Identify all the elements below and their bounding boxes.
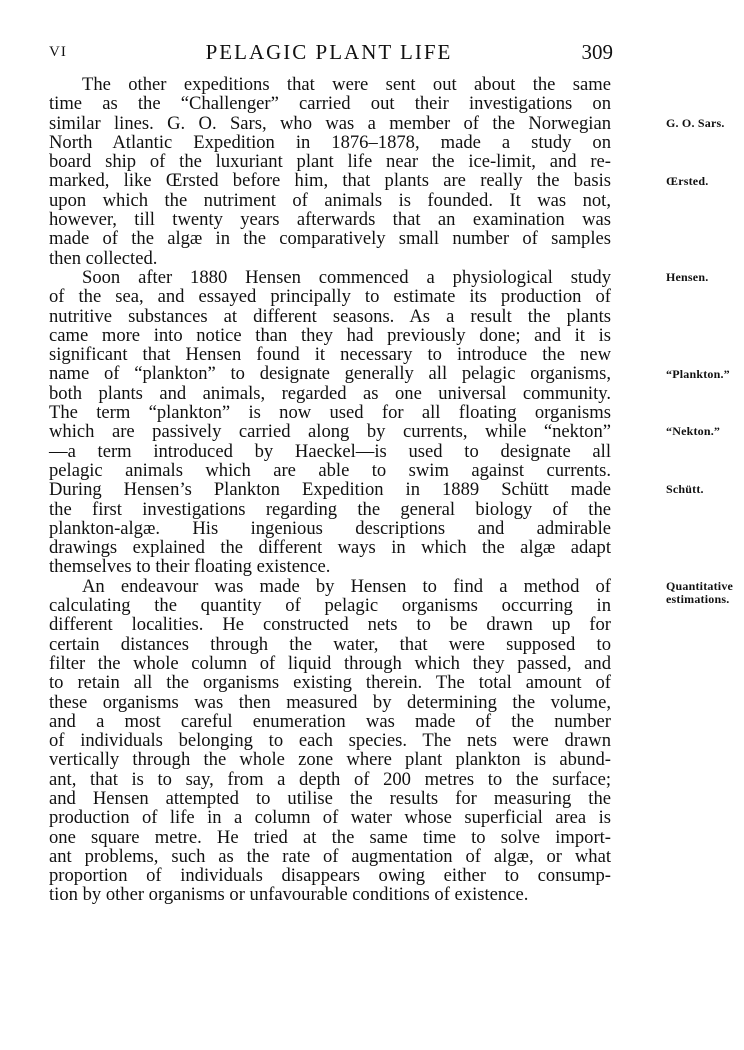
text-line: one square metre. He tried at the same time to solve import- xyxy=(49,826,611,848)
margin-note: Œrsted. xyxy=(666,173,709,188)
margin-note: estimations. xyxy=(666,592,730,607)
text-line: and Hensen attempted to utilise the results for measuring the xyxy=(49,787,611,809)
text-line: certain distances through the water, that were supposed to xyxy=(49,633,611,655)
text-line: name of “plankton” to designate generally all pelagic organisms, xyxy=(49,363,611,385)
margin-note: “Plankton.” xyxy=(666,366,730,381)
text-line: and a most careful enumeration was made of the number xyxy=(49,710,611,732)
text-line: plankton-algæ. His ingenious descriptions and admirable xyxy=(49,517,611,539)
text-line: ant problems, such as the rate of augmentation of algæ, or what xyxy=(49,845,611,867)
text-line: significant that Hensen found it necessary to introduce the new xyxy=(49,344,611,366)
running-header xyxy=(49,40,613,68)
text-line: different localities. He constructed nets to be drawn up for xyxy=(49,614,611,636)
text-line: The other expeditions that were sent out about the same xyxy=(82,74,611,95)
text-line: production of life in a column of water whose superficial area is xyxy=(49,807,611,829)
text-line: of individuals belonging to each species. The nets were drawn xyxy=(49,730,611,752)
text-line: which are passively carried along by currents, while “nekton” xyxy=(49,421,611,443)
text-line: The term “plankton” is now used for all floating organisms xyxy=(49,402,611,424)
text-line: —a term introduced by Haeckel—is used to designate all xyxy=(49,440,611,462)
text-line: then collected. xyxy=(49,247,158,269)
text-line: board ship of the luxuriant plant life near the ice-limit, and re- xyxy=(49,151,611,173)
text-line: of the sea, and essayed principally to estimate its production of xyxy=(49,286,611,308)
text-line: Soon after 1880 Hensen commenced a physiological study xyxy=(82,266,611,288)
text-line: time as the “Challenger” carried out their investigations on xyxy=(49,93,611,115)
text-line: both plants and animals, regarded as one universal community. xyxy=(49,382,611,404)
text-line: came more into notice than they had previously done; and it is xyxy=(49,324,611,346)
margin-note: Schütt. xyxy=(666,482,704,497)
page-number: 309 xyxy=(581,40,613,64)
margin-note: Hensen. xyxy=(666,270,709,284)
text-line: upon which the nutriment of animals is founded. It was not, xyxy=(49,189,611,211)
running-title: PELAGIC PLANT LIFE xyxy=(205,40,453,64)
text-line: tion by other organisms or unfavourable conditions of existence. xyxy=(49,884,529,906)
text-line: made of the algæ in the comparatively small number of samples xyxy=(49,228,611,250)
text-line: pelagic animals which are able to swim against currents. xyxy=(49,459,611,481)
text-line: drawings explained the different ways in which the algæ adapt xyxy=(49,537,611,559)
body-text xyxy=(49,74,734,906)
text-line: to retain all the organisms existing therein. The total amount of xyxy=(49,672,611,694)
margin-note: “Nekton.” xyxy=(666,424,721,439)
text-line: marked, like Œrsted before him, that plants are really the basis xyxy=(49,170,611,192)
text-line: nutritive substances at different seasons. As a result the plants xyxy=(49,305,611,327)
margin-note: Quantitative xyxy=(666,578,734,593)
text-line: themselves to their floating existence. xyxy=(49,556,331,578)
text-line: however, till twenty years afterwards that an examination was xyxy=(49,209,611,231)
text-line: During Hensen’s Plankton Expedition in 1889 Schütt made xyxy=(49,479,611,501)
text-line: filter the whole column of liquid through which they passed, and xyxy=(49,652,611,674)
text-line: vertically through the whole zone where plant plankton is abund- xyxy=(49,749,611,771)
chapter-number: VI xyxy=(49,44,67,60)
text-line: proportion of individuals disappears owing either to consump- xyxy=(49,865,611,887)
text-line: similar lines. G. O. Sars, who was a member of the Norwegian xyxy=(49,112,611,134)
margin-note: G. O. Sars. xyxy=(666,115,725,130)
text-line: North Atlantic Expedition in 1876–1878, made a study on xyxy=(49,131,611,153)
text-line: ant, that is to say, from a depth of 200 metres to the surface; xyxy=(49,768,611,790)
text-line: calculating the quantity of pelagic organisms occurring in xyxy=(49,595,611,617)
text-line: An endeavour was made by Hensen to find a method of xyxy=(82,575,611,597)
text-line: these organisms was then measured by determining the volume, xyxy=(49,691,611,713)
text-line: the first investigations regarding the general biology of the xyxy=(49,498,611,520)
